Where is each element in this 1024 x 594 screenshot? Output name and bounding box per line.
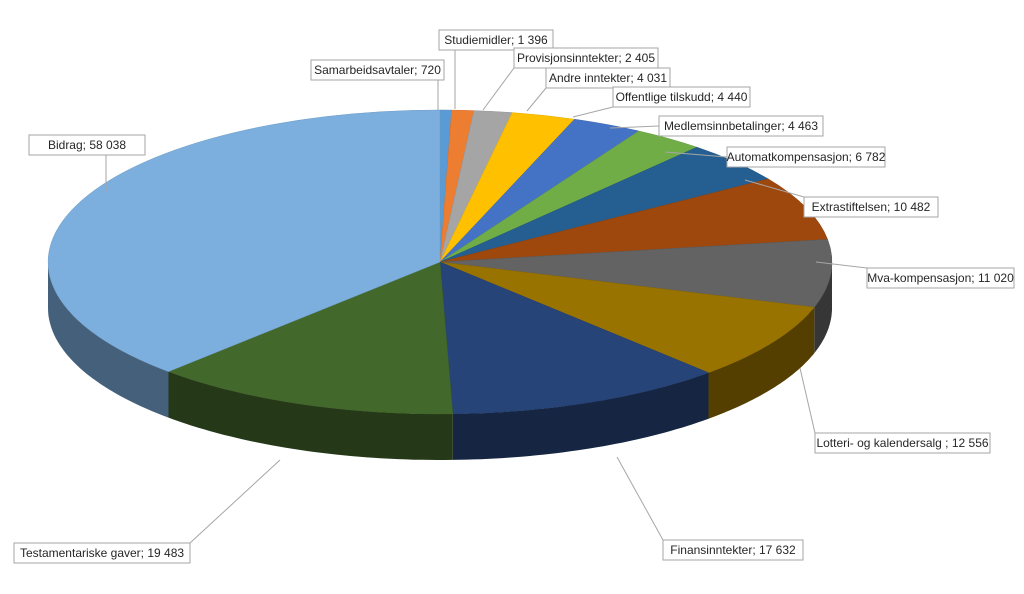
leader-line [527, 88, 546, 111]
data-label-1 [439, 30, 553, 109]
label-text: Testamentariske gaver; 19 483 [19, 546, 185, 560]
leader-line [800, 368, 815, 433]
leader-line [190, 460, 280, 543]
label-text: Provisjonsinntekter; 2 405 [516, 51, 656, 65]
leader-line [573, 107, 613, 117]
data-label-10 [617, 457, 803, 560]
data-label-11 [14, 460, 280, 563]
label-text: Lotteri- og kalendersalg ; 12 556 [816, 436, 989, 450]
data-label-4 [573, 87, 750, 117]
label-text: Extrastiftelsen; 10 482 [811, 200, 931, 214]
label-text: Samarbeidsavtaler; 720 [314, 63, 441, 77]
leader-line [617, 457, 663, 540]
label-text: Studiemidler; 1 396 [444, 33, 548, 47]
label-text: Offentlige tilskudd; 4 440 [615, 90, 748, 104]
leader-line [483, 68, 514, 110]
data-label-0 [311, 60, 444, 110]
label-text: Bidrag; 58 038 [47, 138, 127, 152]
label-text: Automatkompensasjon; 6 782 [726, 150, 886, 164]
label-text: Finansinntekter; 17 632 [670, 543, 796, 557]
data-label-8 [816, 262, 1014, 288]
label-text: Mva-kompensasjon; 11 020 [867, 271, 1014, 285]
label-text: Medlemsinnbetalinger; 4 463 [663, 119, 819, 133]
data-label-9 [800, 368, 990, 453]
label-text: Andre inntekter; 4 031 [548, 71, 668, 85]
